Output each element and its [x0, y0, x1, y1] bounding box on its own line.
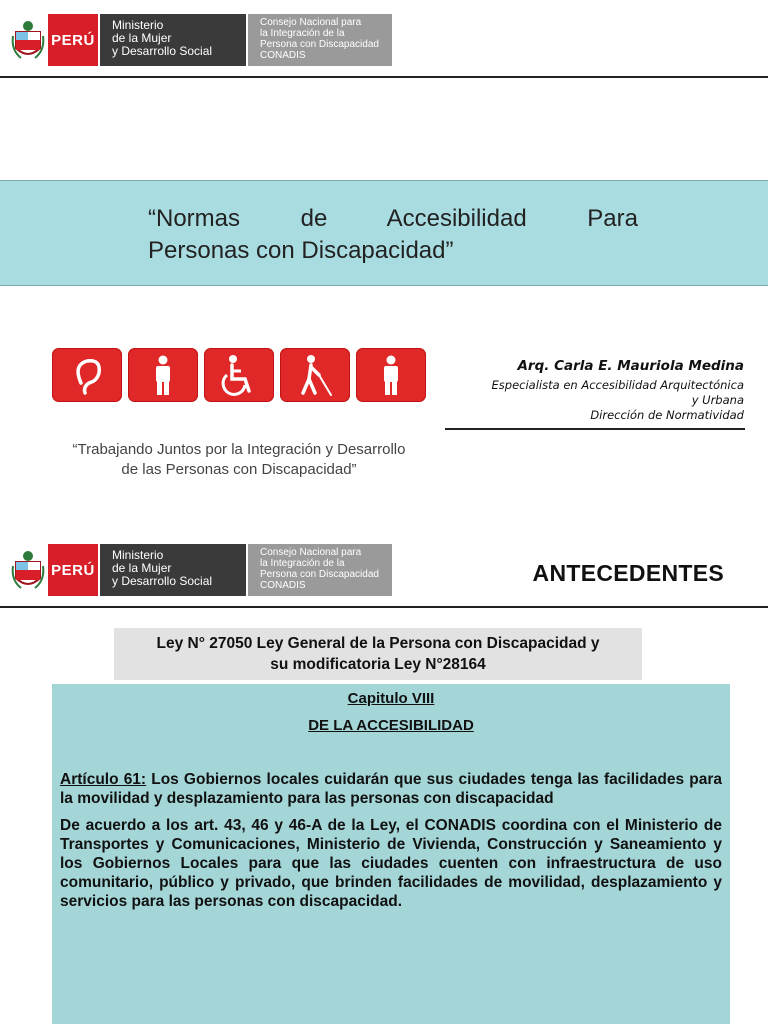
peru-crest-icon [8, 14, 48, 66]
chapter-number: Capitulo VIII [347, 690, 435, 707]
ministry-name [98, 544, 246, 596]
conadis-line: CONADIS [260, 50, 306, 61]
article-label: Artículo 61: [60, 771, 147, 788]
conadis-line: la Integración de la [260, 558, 345, 569]
person-icon [356, 348, 426, 402]
accessibility-icons [52, 348, 426, 402]
slogan [24, 440, 454, 480]
ministry-name [98, 14, 246, 66]
peru-crest-icon [8, 544, 48, 596]
ear-icon [52, 348, 122, 402]
ministry-line: de la Mujer [112, 561, 172, 575]
slogan-line: “Trabajando Juntos por la Integración y Desarrollo [72, 441, 406, 458]
conadis-line: Consejo Nacional para [260, 547, 362, 558]
author-divider [445, 428, 745, 430]
law-title [114, 628, 642, 680]
conadis-line: la Integración de la [260, 28, 345, 39]
author-name: Arq. Carla E. Mauriola Medina [517, 358, 744, 374]
title-line: Personas con Discapacidad” [148, 237, 454, 264]
law-title-line: Ley N° 27050 Ley General de la Persona con Discapacidad y [156, 635, 600, 652]
government-header [8, 544, 392, 596]
ministry-line: de la Mujer [112, 31, 172, 45]
antecedentes-slide [0, 530, 768, 1024]
author-department: Dirección de Normatividad [590, 408, 744, 422]
conadis-line: Consejo Nacional para [260, 17, 362, 28]
ministry-line: Ministerio [112, 18, 164, 32]
peru-label: PERÚ [48, 14, 98, 66]
title-band [0, 180, 768, 286]
conadis-name [246, 544, 392, 596]
ministry-line: Ministerio [112, 548, 164, 562]
coordination-paragraph: De acuerdo a los art. 43, 46 y 46-A de la Ley, el CONADIS coordina con el Ministerio de Transportes y Comunicaciones, Ministerio de Vivienda, Construcción y Saneamiento y los Gobiernos Locales para que las ciudades cuenten con infraestructura de uso comunitario, público y privado, que brinden facilidades de movilidad, desplazamiento y servicios para las personas con discapacidad. [60, 817, 722, 910]
article-text: Los Gobiernos locales cuidarán que sus ciudades tenga las facilidades para la movilidad y desplazamiento para las personas con discapacidad [60, 771, 722, 807]
slide-heading: ANTECEDENTES [532, 560, 724, 586]
header-divider [0, 606, 768, 608]
slide-title [148, 203, 638, 267]
government-header [8, 14, 392, 66]
law-content [52, 684, 730, 1024]
author-role: Especialista en Accesibilidad Arquitectónica [491, 378, 744, 392]
conadis-name [246, 14, 392, 66]
blind-cane-icon [280, 348, 350, 402]
law-title-line: su modificatoria Ley N°28164 [270, 656, 486, 673]
person-icon [128, 348, 198, 402]
peru-label: PERÚ [48, 544, 98, 596]
author-role: y Urbana [691, 393, 744, 407]
chapter-title: DE LA ACCESIBILIDAD [308, 717, 474, 734]
wheelchair-icon [204, 348, 274, 402]
ministry-line: y Desarrollo Social [112, 574, 213, 588]
ministry-line: y Desarrollo Social [112, 44, 213, 58]
header-divider [0, 76, 768, 78]
article-paragraph [60, 770, 722, 808]
conadis-line: CONADIS [260, 580, 306, 591]
conadis-line: Persona con Discapacidad [260, 569, 379, 580]
conadis-line: Persona con Discapacidad [260, 39, 379, 50]
slogan-line: de las Personas con Discapacidad” [121, 461, 357, 478]
title-line: “Normas de Accesibilidad Para [148, 205, 638, 232]
author-block [444, 358, 744, 423]
